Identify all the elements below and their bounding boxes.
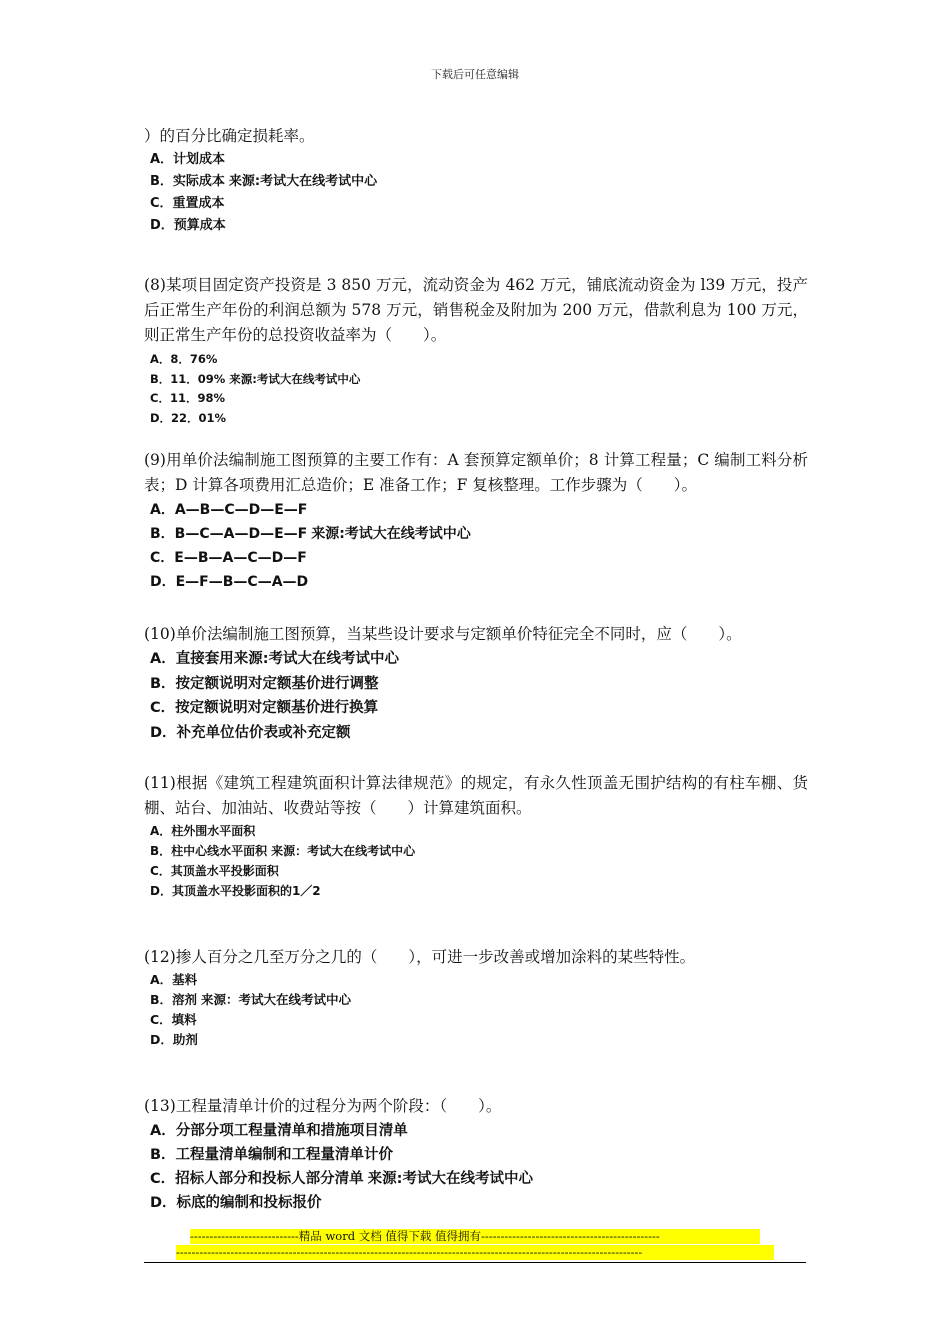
option-b: B．11．09% 来源:考试大在线考试中心 (150, 371, 361, 386)
option-a: A．直接套用来源:考试大在线考试中心 (150, 651, 400, 667)
option-a: A．柱外围水平面积 (150, 824, 256, 838)
question-text: (13)工程量清单计价的过程分为两个阶段：（ ）。 (144, 1097, 502, 1115)
option-d: D．其顶盖水平投影面积的1／2 (150, 884, 321, 898)
option-b: B．按定额说明对定额基价进行调整 (150, 675, 379, 692)
footer-banner-line-2: ------------------------------------------------------------------------------------------------------------------------ (176, 1245, 774, 1260)
option-b: B．工程量清单编制和工程量清单计价 (150, 1147, 394, 1163)
option-b: B．柱中心线水平面积 来源：考试大在线考试中心 (150, 844, 416, 858)
option-d: D．22．01% (150, 410, 227, 425)
option-b: B．实际成本 来源:考试大在线考试中心 (150, 174, 378, 189)
option-c: C．填料 (150, 1012, 197, 1027)
option-c: C．招标人部分和投标人部分清单 来源:考试大在线考试中心 (150, 1171, 533, 1187)
option-c: C．11．98% (150, 391, 225, 405)
footer-rule (144, 1262, 806, 1263)
option-b: B．B—C—A—D—E—F 来源:考试大在线考试中心 (150, 526, 471, 542)
header-note: 下载后可任意编辑 (431, 68, 519, 81)
question-text: ）的百分比确定损耗率。 (144, 127, 315, 145)
option-c: C．E—B—A—C—D—F (150, 550, 307, 566)
option-c: C．重置成本 (150, 196, 225, 211)
question-11 (144, 771, 808, 901)
question-13 (144, 1094, 808, 1215)
option-d: D．预算成本 (150, 218, 226, 233)
option-a: A．基料 (150, 972, 198, 987)
option-c: C．其顶盖水平投影面积 (150, 864, 279, 878)
option-d: D．标底的编制和投标报价 (150, 1195, 322, 1211)
question-text: (11)根据《建筑工程建筑面积计算法律规范》的规定，有永久性顶盖无围护结构的有柱车棚、货棚、站台、加油站、收费站等按（ ）计算建筑面积。 (144, 774, 808, 817)
question-8 (144, 273, 808, 428)
option-a: A．分部分项工程量清单和措施项目清单 (150, 1123, 408, 1139)
question-10 (144, 622, 808, 745)
footer-banner-line-1: ----------------------------精品 word 文档 值得下载 值得拥有---------------------------------------------- (190, 1229, 760, 1244)
question-text: (9)用单价法编制施工图预算的主要工作有：A 套预算定额单价；8 计算工程量；C 编制工料分析表；D 计算各项费用汇总造价；E 准备工作；F 复核整理。工作步骤为（ ）。 (144, 451, 808, 494)
question-text: (8)某项目固定资产投资是 3 850 万元，流动资金为 462 万元，铺底流动资金为 l39 万元，投产后正常生产年份的利润总额为 578 万元，销售税金及附加为 200 万元，借款利息为 100 万元，则正常生产年份的总投资收益率为（ ）。 (144, 276, 808, 344)
option-a: A．计划成本 (150, 152, 226, 167)
question-text: (12)掺人百分之几至万分之几的（ ），可进一步改善或增加涂料的某些特性。 (144, 948, 696, 966)
option-c: C．按定额说明对定额基价进行换算 (150, 700, 379, 716)
question-9 (144, 448, 808, 594)
option-d: D．补充单位估价表或补充定额 (150, 724, 351, 741)
option-d: D．E—F—B—C—A—D (150, 574, 309, 590)
question-7 (144, 124, 808, 237)
question-12 (144, 945, 808, 1050)
option-a: A．A—B—C—D—E—F (150, 502, 308, 518)
question-text: (10)单价法编制施工图预算，当某些设计要求与定额单价特征完全不同时，应（ ）。 (144, 625, 742, 643)
option-a: A．8．76% (150, 352, 218, 366)
option-d: D．助剂 (150, 1032, 198, 1047)
option-b: B．溶剂 来源：考试大在线考试中心 (150, 992, 352, 1007)
